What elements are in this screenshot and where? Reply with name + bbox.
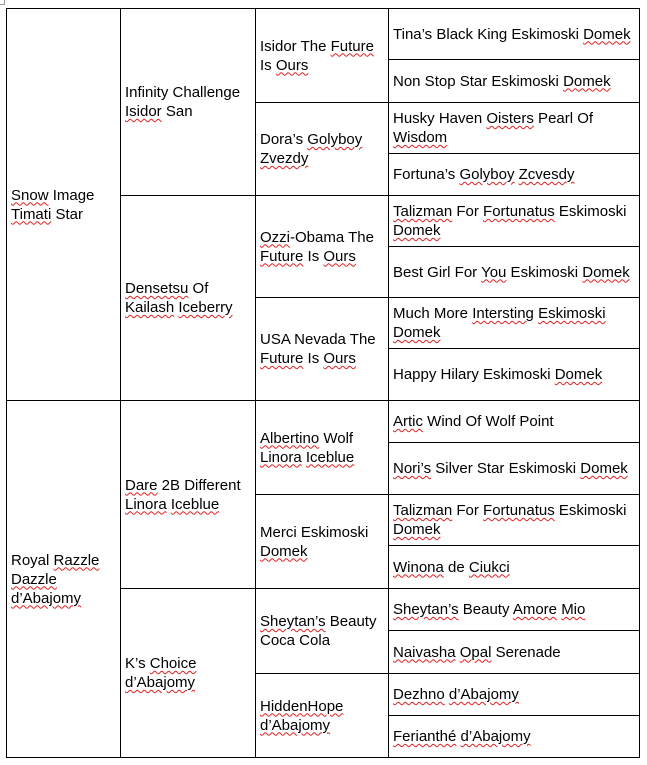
name-segment: Iceblue [305, 448, 355, 466]
name-segment: Choice [149, 655, 197, 672]
name-segment: Winona [393, 558, 444, 576]
name-segment: Linora [125, 495, 167, 513]
name-segment: Challenge [168, 84, 241, 101]
sire-name [11, 187, 94, 223]
ancestor-15 [393, 686, 519, 703]
name-segment: Ours [323, 247, 356, 265]
name-segment: Oisters [486, 110, 534, 127]
dam-sire-dam-cell [256, 495, 389, 589]
name-segment: Dora’s [260, 131, 308, 148]
name-segment: For [452, 502, 484, 519]
name-segment: Future [260, 247, 304, 265]
ancestor-cell [389, 443, 640, 495]
sire-sire-sire-name [260, 38, 374, 74]
name-segment: Ferianthé [393, 728, 457, 745]
name-segment: Golyboy [459, 166, 515, 183]
name-segment: Razzle [53, 551, 100, 569]
name-segment: Is [303, 247, 324, 265]
name-segment: Timati [11, 205, 52, 223]
name-segment: Silver Star Eskimoski [431, 460, 581, 477]
name-segment: Albertino [260, 429, 320, 447]
name-segment: Intersting [472, 305, 534, 322]
ancestor-16 [393, 728, 531, 745]
ancestor-cell [389, 298, 640, 349]
name-segment: Fortunatus [483, 502, 555, 519]
name-segment: Zcvesdy [518, 166, 575, 183]
name-segment: Domek [393, 324, 441, 341]
dam-dam-dam-name [260, 698, 343, 734]
name-segment: Pearl Of [533, 110, 594, 127]
name-segment: Wind Of Wolf Point [423, 413, 554, 430]
name-segment: Naivasha [393, 643, 456, 661]
ancestor-7 [393, 305, 606, 341]
name-segment: Domek [580, 460, 628, 477]
name-segment: d’Abajomy [260, 716, 331, 734]
name-segment: Infinity [125, 84, 169, 101]
pedigree-table [6, 8, 640, 758]
name-segment: Domek [582, 263, 630, 281]
name-segment: Artic [393, 413, 423, 430]
name-segment: Sheytan’s [393, 601, 459, 618]
ancestor-13 [393, 601, 585, 618]
ancestor-cell [389, 674, 640, 716]
ancestor-8 [393, 366, 602, 383]
name-segment: Eskimoski [554, 203, 627, 220]
name-segment: San [161, 103, 193, 120]
sire-cell [7, 9, 121, 401]
sire-dam-sire-cell [256, 196, 389, 298]
name-segment: Dazzle [11, 570, 57, 588]
name-segment: Kailash [125, 299, 175, 316]
ancestor-6 [393, 264, 630, 281]
name-segment: You [481, 263, 507, 281]
name-segment: Wisdom [393, 129, 448, 146]
name-segment: Royal [11, 551, 54, 569]
ancestor-cell [389, 154, 640, 196]
name-segment: Mio [561, 601, 586, 618]
ancestor-cell [389, 9, 640, 60]
name-segment: Dezhno [393, 686, 445, 703]
ancestor-cell [389, 631, 640, 674]
ancestor-cell [389, 103, 640, 154]
name-segment: Domek [393, 222, 441, 239]
dam-sire-dam-name [260, 524, 368, 560]
ancestor-5 [393, 203, 626, 239]
sire-dam-sire-name [260, 229, 374, 265]
sire-dam-cell [121, 196, 256, 401]
name-segment: Dare [125, 476, 158, 494]
name-segment: Fortunatus [483, 203, 555, 220]
name-segment: Isidor The [260, 37, 331, 55]
name-segment: Eskimoski [538, 305, 606, 322]
name-segment: Ours [323, 350, 356, 367]
name-segment: Ours [275, 56, 309, 74]
ancestor-cell [389, 401, 640, 443]
name-segment: de [443, 558, 469, 576]
ancestor-cell [389, 247, 640, 298]
ancestor-cell [389, 546, 640, 589]
page-corner-mark [0, 0, 5, 5]
ancestor-12 [393, 559, 510, 576]
ancestor-2 [393, 73, 611, 90]
name-segment: Tina’s Black King Eskimoski [393, 25, 584, 43]
name-segment: K’s [125, 655, 150, 672]
name-segment: Beauty [458, 601, 513, 618]
sire-dam-dam-cell [256, 298, 389, 401]
name-segment: Eskimoski [554, 502, 627, 519]
ancestor-cell [389, 589, 640, 631]
name-segment: Talizman [393, 502, 453, 519]
sire-sire-dam-cell [256, 103, 389, 196]
ancestor-10 [393, 460, 628, 477]
dam-sire-name [125, 477, 241, 513]
dam-dam-sire-name [260, 613, 376, 649]
dam-sire-sire-cell [256, 401, 389, 495]
name-segment: Fortuna’s [393, 166, 460, 183]
ancestor-14 [393, 644, 561, 661]
name-segment: Merci Eskimoski [260, 523, 369, 541]
dam-cell [7, 401, 121, 758]
dam-dam-cell [121, 589, 256, 758]
ancestor-3 [393, 110, 593, 146]
dam-dam-dam-cell [256, 674, 389, 758]
name-segment: d’Abajomy [448, 686, 519, 703]
ancestor-cell [389, 716, 640, 758]
ancestor-11 [393, 502, 626, 538]
sire-sire-cell [121, 9, 256, 196]
name-segment: Sheytan’s [260, 613, 326, 630]
name-segment: Eskimoski [506, 263, 583, 281]
sire-sire-sire-cell [256, 9, 389, 103]
name-segment: Zvezdy [260, 150, 309, 167]
name-segment: Future [330, 37, 374, 55]
name-segment: Ozzi [260, 228, 290, 246]
ancestor-9 [393, 413, 554, 430]
name-segment: Iceberry [178, 299, 233, 316]
name-segment: Beauty Coca Cola [260, 613, 377, 649]
name-segment: Opal [459, 643, 492, 661]
name-segment: d’Abajomy [11, 589, 82, 607]
name-segment: Linora [260, 448, 302, 466]
name-segment: Non Stop Star Eskimoski [393, 72, 564, 90]
ancestor-cell [389, 60, 640, 103]
ancestor-4 [393, 166, 575, 183]
dam-dam-sire-cell [256, 589, 389, 674]
name-segment: 2B Different [157, 476, 241, 494]
name-segment: Domek [563, 72, 611, 90]
name-segment: Domek [554, 366, 603, 383]
dam-sire-cell [121, 401, 256, 589]
ancestor-1 [393, 26, 631, 43]
name-segment: Star [51, 205, 83, 223]
sire-dam-name [125, 280, 233, 316]
name-segment: Happy Hilary Eskimoski [393, 366, 555, 383]
name-segment: Of [188, 280, 209, 297]
name-segment: Densetsu [125, 280, 189, 297]
name-segment: d’Abajomy [460, 728, 531, 745]
ancestor-cell [389, 495, 640, 546]
name-segment: Image [48, 186, 95, 204]
name-segment: Snow [11, 186, 49, 204]
sire-sire-name [125, 84, 240, 120]
name-segment: Amore [512, 601, 558, 618]
name-segment: Ciukci [468, 558, 510, 576]
name-segment: Serenade [491, 643, 561, 661]
name-segment: Iceblue [170, 495, 220, 513]
name-segment: Wolf [319, 429, 354, 447]
name-segment: Is [303, 350, 324, 367]
name-segment: d’Abajomy [125, 674, 196, 691]
dam-name [11, 552, 99, 607]
name-segment: Talizman [393, 203, 453, 220]
name-segment: Domek [393, 521, 441, 538]
name-segment: USA Nevada The [260, 331, 376, 348]
name-segment: Husky Haven [393, 110, 487, 127]
name-segment: HiddenHope [260, 697, 344, 715]
name-segment: Golyboy [307, 131, 363, 148]
dam-sire-sire-name [260, 430, 354, 466]
sire-dam-dam-name [260, 331, 376, 367]
name-segment: Domek [583, 25, 631, 43]
name-segment: Isidor [125, 103, 162, 120]
ancestor-cell [389, 196, 640, 247]
name-segment: Future [260, 350, 304, 367]
ancestor-cell [389, 349, 640, 401]
name-segment: Domek [260, 542, 308, 560]
name-segment: For [452, 203, 484, 220]
name-segment: Best Girl For [393, 263, 482, 281]
name-segment: Much More [393, 305, 473, 322]
name-segment: Is [260, 56, 276, 74]
dam-dam-name [125, 655, 196, 691]
name-segment: Nori’s [393, 460, 432, 477]
sire-sire-dam-name [260, 131, 362, 167]
name-segment: -Obama The [290, 228, 374, 246]
